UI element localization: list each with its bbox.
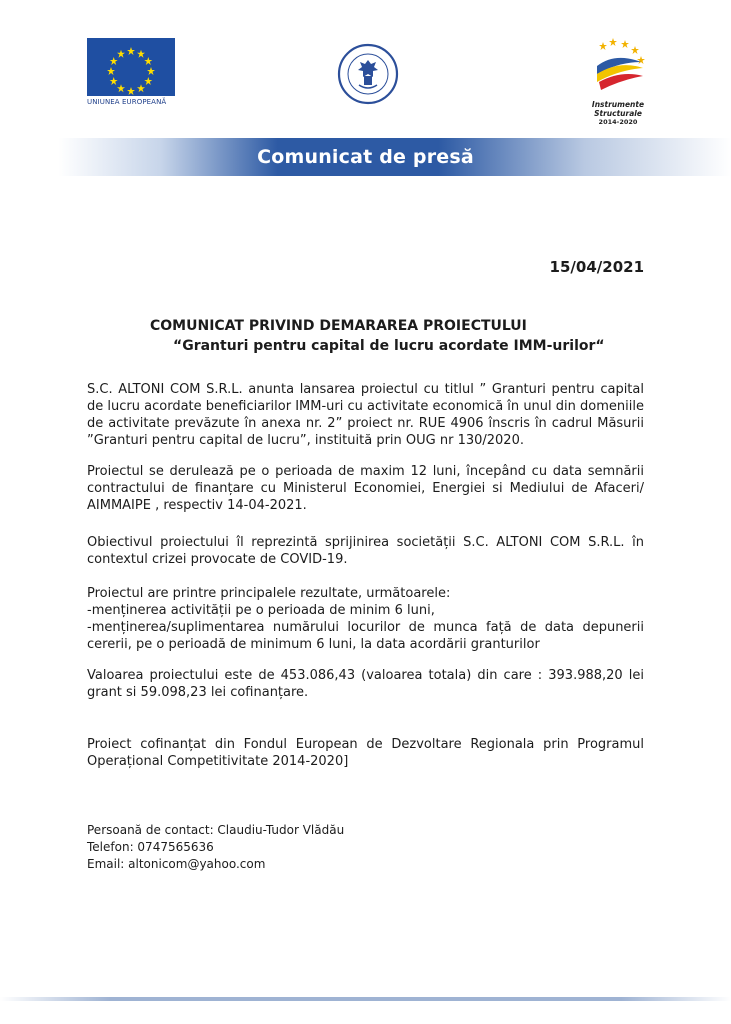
results-intro: Proiectul are printre principalele rezultate, următoarele: xyxy=(87,586,451,601)
press-release-banner xyxy=(0,138,731,176)
contact-email: Email: altonicom@yahoo.com xyxy=(87,857,266,871)
contact-block xyxy=(87,822,344,873)
paragraph-value: Valoarea proiectului este de 453.086,43 (valoarea totala) din care : 393.988,20 lei grant si 59.098,23 lei cofinanțare. xyxy=(87,668,644,700)
contact-phone: Telefon: 0747565636 xyxy=(87,840,214,854)
banner-title: Comunicat de presă xyxy=(257,146,474,168)
contact-person: Persoană de contact: Claudiu-Tudor Vlădău xyxy=(87,823,345,837)
instrumente-structurale-logo xyxy=(568,36,668,126)
paragraph-project-launch: S.C. ALTONI COM S.R.L. anunta lansarea proiectul cu titlul ” Granturi pentru capital de lucru acordate beneficiarilor IMM-uri cu activitate economică în unul din domeniile de activitate prevăzute în anexa nr. 2” proiect nr. RUE 4906 înscris în cadrul Măsurii ”Granturi pentru capital de lucru”, instituită prin OUG nr 130/2020. xyxy=(87,382,644,448)
footer-divider xyxy=(0,997,731,1001)
government-seal-icon xyxy=(337,43,399,105)
paragraph-cofinancing: Proiect cofinanțat din Fondul European de Dezvoltare Regionala prin Programul Operațional Competitivitate 2014-2020] xyxy=(87,737,644,769)
eu-caption: UNIUNEA EUROPEANĂ xyxy=(87,98,167,106)
structural-instruments-icon xyxy=(583,36,653,96)
is-caption: Instrumente Structurale xyxy=(591,100,645,118)
heading-line-2: “Granturi pentru capital de lucru acordate IMM-urilor“ xyxy=(173,338,605,354)
document-date: 15/04/2021 xyxy=(549,258,644,276)
results-item: -menținerea activității pe o perioada de minim 6 luni, xyxy=(87,603,435,618)
heading-line-1: COMUNICAT PRIVIND DEMARAREA PROIECTULUI xyxy=(150,318,527,334)
eu-logo xyxy=(87,38,177,106)
eu-flag-icon xyxy=(87,38,175,96)
is-years: 2014-2020 xyxy=(598,118,638,126)
paragraph-results xyxy=(87,585,644,653)
results-item: -menținerea/suplimentarea numărului locurilor de munca față de data depunerii cererii, pe o perioadă de minimum 6 luni, la data acordării granturilor xyxy=(87,620,644,652)
paragraph-duration: Proiectul se derulează pe o perioada de maxim 12 luni, începând cu data semnării contractului de finanțare cu Ministerul Economiei, Energiei si Mediului de Afaceri/ AIMMAIPE , respectiv 14-04-2021. xyxy=(87,464,644,513)
paragraph-objective: Obiectivul proiectului îl reprezintă sprijinirea societății S.C. ALTONI COM S.R.L. în contextul crizei provocate de COVID-19. xyxy=(87,535,644,567)
